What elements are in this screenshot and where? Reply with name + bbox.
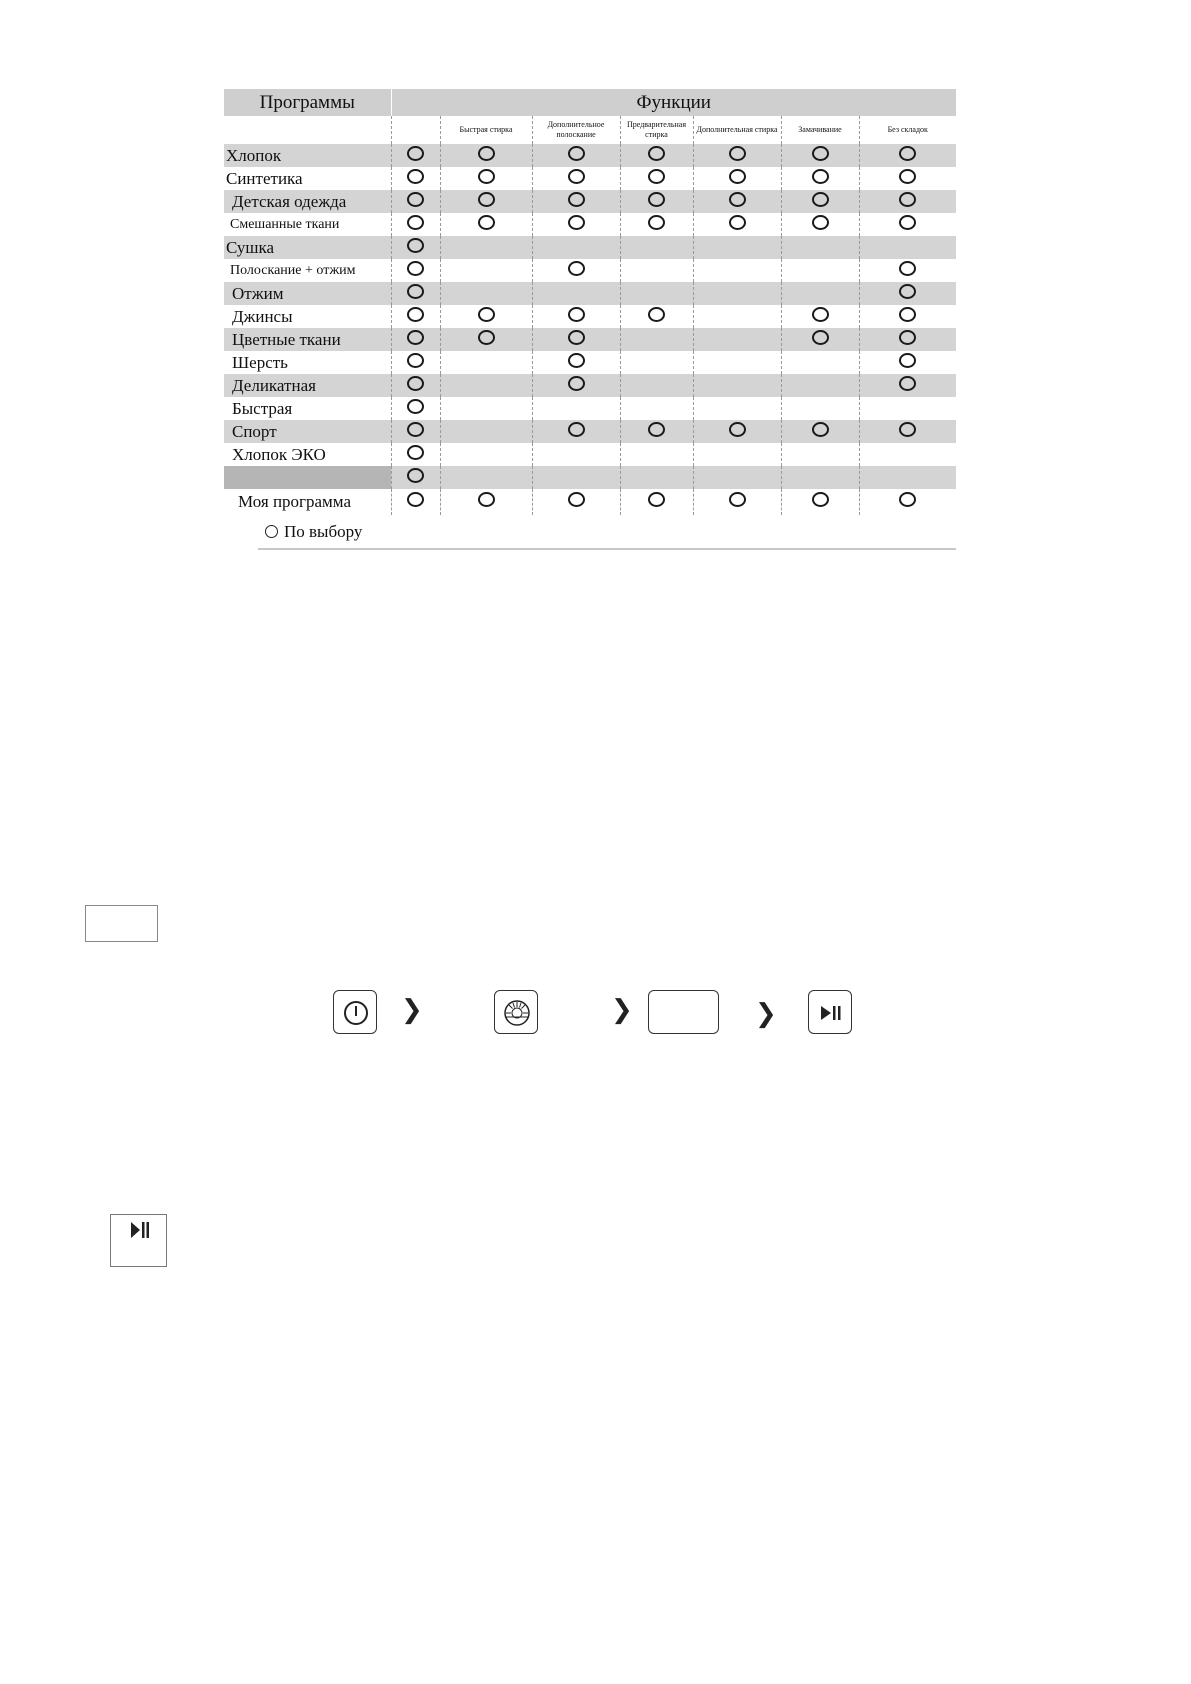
function-cell — [693, 236, 781, 259]
table-row — [224, 305, 956, 328]
function-cell — [693, 328, 781, 351]
optional-mark-icon — [899, 353, 916, 368]
function-cell — [693, 213, 781, 236]
function-cell — [440, 305, 532, 328]
table-row — [224, 397, 956, 420]
function-cell — [620, 374, 693, 397]
function-header-no-crease: Без складок — [859, 116, 956, 144]
optional-mark-icon — [899, 376, 916, 391]
function-cell — [440, 443, 532, 466]
optional-mark-icon — [407, 307, 424, 322]
function-cell — [440, 282, 532, 305]
optional-mark-icon — [407, 238, 424, 253]
optional-mark-icon — [729, 215, 746, 230]
optional-mark-icon — [407, 284, 424, 299]
optional-mark-icon — [568, 146, 585, 161]
function-cell — [391, 351, 440, 374]
function-cell — [781, 397, 859, 420]
function-cell — [859, 190, 956, 213]
function-cell — [532, 328, 620, 351]
program-dial-button[interactable] — [494, 990, 538, 1034]
function-cell — [440, 167, 532, 190]
function-cell — [781, 328, 859, 351]
program-name — [224, 466, 391, 489]
play-pause-icon — [129, 1219, 151, 1241]
function-cell — [859, 420, 956, 443]
function-cell — [440, 351, 532, 374]
optional-mark-icon — [812, 146, 829, 161]
program-name: Хлопок ЭКО — [232, 444, 326, 464]
function-header-extra-wash: Дополнительная стирка — [693, 116, 781, 144]
table-row — [224, 167, 956, 190]
function-cell — [532, 236, 620, 259]
optional-mark-icon — [478, 492, 495, 507]
power-button[interactable] — [333, 990, 377, 1034]
display-box-icon — [649, 991, 720, 1035]
function-cell — [532, 259, 620, 282]
optional-mark-icon — [648, 215, 665, 230]
optional-mark-icon — [407, 422, 424, 437]
program-name: Полоскание + отжим — [230, 262, 356, 278]
function-cell — [391, 466, 440, 489]
optional-mark-icon — [568, 353, 585, 368]
function-cell — [859, 236, 956, 259]
function-cell — [859, 466, 956, 489]
optional-mark-icon — [899, 284, 916, 299]
optional-mark-icon — [407, 353, 424, 368]
function-cell — [391, 328, 440, 351]
table-row — [224, 259, 956, 282]
function-cell — [859, 259, 956, 282]
optional-mark-icon — [729, 146, 746, 161]
function-cell — [781, 167, 859, 190]
function-cell — [532, 397, 620, 420]
program-dial-icon — [495, 991, 539, 1035]
function-cell — [693, 489, 781, 515]
function-cell — [440, 144, 532, 167]
function-cell — [859, 282, 956, 305]
function-cell — [391, 305, 440, 328]
table-row — [224, 236, 956, 259]
program-name: Быстрая — [232, 398, 293, 418]
optional-mark-icon — [568, 307, 585, 322]
program-name: Моя программа — [238, 492, 351, 511]
function-cell — [532, 167, 620, 190]
function-cell — [620, 420, 693, 443]
table-bottom-rule — [258, 548, 956, 550]
chevron-right-icon: ❯ — [401, 995, 423, 1025]
optional-mark-icon — [812, 492, 829, 507]
optional-mark-icon — [478, 330, 495, 345]
table-row — [224, 213, 956, 236]
function-cell — [781, 190, 859, 213]
table-row — [224, 190, 956, 213]
function-cell — [781, 420, 859, 443]
function-cell — [781, 282, 859, 305]
program-name: Хлопок — [224, 144, 391, 167]
function-cell — [391, 489, 440, 515]
optional-mark-icon — [478, 169, 495, 184]
optional-mark-icon — [812, 307, 829, 322]
function-cell — [859, 443, 956, 466]
function-cell — [391, 144, 440, 167]
table-row — [224, 351, 956, 374]
optional-mark-icon — [899, 169, 916, 184]
table-row — [224, 144, 956, 167]
function-cell — [859, 351, 956, 374]
table-row — [224, 328, 956, 351]
function-cell — [620, 213, 693, 236]
function-cell — [391, 397, 440, 420]
function-cell — [859, 397, 956, 420]
function-cell — [391, 374, 440, 397]
program-name: Детская одежда — [224, 190, 391, 213]
function-cell — [781, 351, 859, 374]
optional-mark-icon — [648, 192, 665, 207]
function-cell — [859, 374, 956, 397]
function-cell — [781, 259, 859, 282]
optional-mark-icon — [407, 169, 424, 184]
optional-mark-icon — [407, 376, 424, 391]
program-name: Джинсы — [232, 306, 293, 326]
optional-mark-icon — [568, 169, 585, 184]
function-header-soak: Замачивание — [781, 116, 859, 144]
optional-mark-icon — [899, 422, 916, 437]
optional-mark-icon — [899, 261, 916, 276]
function-cell — [620, 489, 693, 515]
function-cell — [781, 213, 859, 236]
optional-mark-icon — [407, 261, 424, 276]
optional-mark-icon — [812, 169, 829, 184]
optional-mark-icon — [648, 492, 665, 507]
function-cell — [532, 305, 620, 328]
start-pause-button[interactable] — [808, 990, 852, 1034]
optional-mark-icon — [729, 492, 746, 507]
function-cell — [391, 420, 440, 443]
optional-mark-icon — [812, 192, 829, 207]
optional-mark-icon — [407, 492, 424, 507]
function-cell — [693, 305, 781, 328]
optional-mark-icon — [407, 215, 424, 230]
function-cell — [693, 443, 781, 466]
optional-mark-icon — [407, 445, 424, 460]
function-cell — [532, 282, 620, 305]
function-cell — [440, 190, 532, 213]
function-cell — [781, 466, 859, 489]
function-cell — [620, 328, 693, 351]
program-name: Деликатная — [224, 374, 391, 397]
function-cell — [620, 259, 693, 282]
program-name: Смешанные ткани — [230, 216, 340, 232]
function-cell — [859, 144, 956, 167]
function-cell — [440, 259, 532, 282]
table-row — [224, 374, 956, 397]
function-cell — [859, 489, 956, 515]
function-cell — [781, 374, 859, 397]
optional-mark-icon — [407, 399, 424, 414]
function-cell — [620, 305, 693, 328]
function-cell — [532, 213, 620, 236]
function-cell — [781, 305, 859, 328]
optional-mark-icon — [478, 146, 495, 161]
table-row — [224, 282, 956, 305]
function-cell — [532, 190, 620, 213]
optional-mark-icon — [568, 492, 585, 507]
optional-mark-icon — [729, 422, 746, 437]
play-pause-icon — [809, 991, 853, 1035]
function-cell — [532, 420, 620, 443]
function-cell — [440, 397, 532, 420]
function-cell — [693, 190, 781, 213]
function-header-quick-wash: Быстрая стирка — [440, 116, 532, 144]
chevron-right-icon: ❯ — [755, 999, 777, 1029]
function-cell — [440, 213, 532, 236]
optional-mark-icon — [899, 215, 916, 230]
table-row — [224, 443, 956, 466]
function-cell — [620, 282, 693, 305]
table-row — [224, 466, 956, 489]
optional-mark-icon — [478, 192, 495, 207]
function-cell — [391, 259, 440, 282]
function-cell — [859, 167, 956, 190]
optional-mark-icon — [568, 261, 585, 276]
start-pause-key-illustration — [110, 1214, 167, 1267]
function-cell — [693, 351, 781, 374]
function-cell — [391, 236, 440, 259]
chevron-right-icon: ❯ — [611, 995, 633, 1025]
optional-mark-icon — [407, 192, 424, 207]
optional-mark-icon — [478, 215, 495, 230]
optional-mark-icon — [729, 169, 746, 184]
function-cell — [693, 259, 781, 282]
table-row — [224, 420, 956, 443]
function-cell — [391, 282, 440, 305]
function-cell — [693, 397, 781, 420]
function-cell — [440, 466, 532, 489]
optional-mark-icon — [812, 215, 829, 230]
program-name: Сушка — [224, 236, 391, 259]
function-cell — [781, 489, 859, 515]
function-cell — [620, 443, 693, 466]
optional-mark-icon — [407, 146, 424, 161]
function-cell — [781, 236, 859, 259]
optional-mark-icon — [568, 330, 585, 345]
function-cell — [440, 236, 532, 259]
function-cell — [620, 236, 693, 259]
optional-mark-icon — [568, 376, 585, 391]
optional-mark-icon — [812, 422, 829, 437]
function-cell — [440, 420, 532, 443]
function-cell — [781, 443, 859, 466]
function-cell — [859, 213, 956, 236]
programs-header: Программы — [224, 89, 391, 116]
legend — [265, 522, 362, 542]
empty-label-box — [85, 905, 158, 942]
optional-mark-icon — [648, 307, 665, 322]
function-cell — [532, 144, 620, 167]
optional-mark-icon — [899, 330, 916, 345]
function-cell — [781, 144, 859, 167]
display-box — [648, 990, 719, 1034]
function-header-prewash: Предварительная стирка — [620, 116, 693, 144]
function-cell — [859, 328, 956, 351]
function-cell — [532, 466, 620, 489]
optional-mark-icon — [568, 422, 585, 437]
function-cell — [620, 144, 693, 167]
optional-mark-icon — [899, 146, 916, 161]
function-cell — [391, 190, 440, 213]
function-cell — [620, 190, 693, 213]
optional-mark-icon — [407, 468, 424, 483]
function-cell — [391, 213, 440, 236]
optional-mark-icon — [729, 192, 746, 207]
function-cell — [532, 443, 620, 466]
optional-mark-icon — [568, 192, 585, 207]
optional-mark-icon — [648, 169, 665, 184]
function-cell — [693, 420, 781, 443]
function-cell — [859, 305, 956, 328]
functions-header: Функции — [391, 89, 956, 116]
optional-mark-icon — [812, 330, 829, 345]
function-cell — [391, 167, 440, 190]
function-cell — [440, 374, 532, 397]
program-name: Отжим — [224, 282, 391, 305]
program-name: Цветные ткани — [224, 328, 391, 351]
function-cell — [693, 167, 781, 190]
function-cell — [620, 351, 693, 374]
optional-mark-icon — [648, 146, 665, 161]
table-row — [224, 489, 956, 515]
optional-mark-icon — [648, 422, 665, 437]
function-header-base — [391, 116, 440, 144]
optional-mark-icon — [407, 330, 424, 345]
optional-mark-icon — [899, 192, 916, 207]
function-header-extra-rinse: Дополнительное полоскание — [532, 116, 620, 144]
program-name: Спорт — [224, 420, 391, 443]
function-cell — [693, 144, 781, 167]
table-body — [224, 144, 956, 515]
function-cell — [440, 328, 532, 351]
optional-mark-icon — [265, 525, 278, 538]
function-subheader-row — [224, 116, 956, 144]
function-cell — [532, 489, 620, 515]
function-cell — [532, 351, 620, 374]
function-cell — [693, 466, 781, 489]
function-cell — [440, 489, 532, 515]
power-icon — [334, 991, 378, 1035]
function-cell — [620, 397, 693, 420]
optional-mark-icon — [568, 215, 585, 230]
function-cell — [391, 443, 440, 466]
program-name: Шерсть — [232, 352, 288, 372]
optional-mark-icon — [478, 307, 495, 322]
function-cell — [620, 167, 693, 190]
function-cell — [693, 374, 781, 397]
function-cell — [620, 466, 693, 489]
program-function-table — [224, 89, 956, 515]
optional-mark-icon — [899, 307, 916, 322]
function-cell — [532, 374, 620, 397]
function-cell — [693, 282, 781, 305]
legend-label: По выбору — [284, 522, 363, 541]
optional-mark-icon — [899, 492, 916, 507]
program-name: Синтетика — [226, 168, 303, 188]
